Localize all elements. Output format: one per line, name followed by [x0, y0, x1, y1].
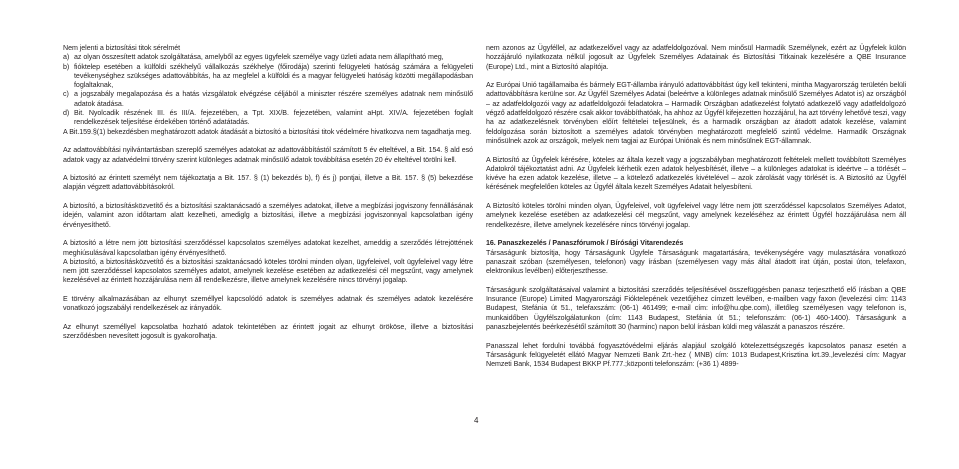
- list-text: az olyan összesített adatok szolgáltatása, amelyből az egyes ügyfelek személye vagy üzleti adata nem állapítható meg,: [74, 53, 444, 62]
- page-number: 4: [474, 416, 479, 425]
- paragraph: A Bit.159.§(1) bekezdésben meghatározott adatok átadását a biztosító a biztosítási titok védelmére hivatkozva nem tagadhatja meg.: [63, 127, 472, 136]
- section-heading: 16. Panaszkezelés / Panaszfórumok / Bírósági Vitarendezés: [486, 239, 684, 248]
- list-marker: a): [63, 53, 70, 62]
- paragraph: Az Európai Unió tagállamaiba és bármely EGT-államba irányuló adattovábbítást úgy kell tekinteni, mintha Magyarország területén belüli adattovábbításra kerülne sor. Az Ügyfél Személyes Adatai (beleértve a különleges adatnak minősülő Személyes Adatot is) az országból – az adatfeldolgozói vagy az adatfeldolgozói feladatokra – Harmadik Országban adatkezelést folytató adatkezelő vagy adatfeldolgozó végző adatfeldolgozó részére csak akkor továbbíthatóak, ha ahhoz az Ügyfél kifejezetten hozzájárul, ha azt törvény lehetővé teszi, vagy ha az adatkezelésnek törvényben előírt feltételei teljesülnek, és a harmadik országban az átadott adatok kezelése, valamint feldolgozása során biztosított a személyes adatok törvényben meghatározott megfelelő szintű védelme. Harmadik Országnak minősülnek azok az országok, melyek nem tagjai az Európai Uniónak és nem minősülnek EGT-államnak.: [486, 81, 906, 145]
- list-item: [63, 63, 473, 91]
- left-column: [63, 44, 473, 342]
- list-marker: b): [63, 62, 70, 71]
- list-item: [63, 53, 473, 62]
- list-text: fióktelep esetében a külföldi székhelyű vállalkozás székhelye (főirodája) szerinti felügyeleti hatóság számára a felügyeleti tevékenységhez szükséges adattovábbítás, ha az megfelel a külföldi és a magyar felügyeleti hatóság közötti megállapodásban foglaltaknak,: [74, 62, 473, 90]
- list-marker: c): [63, 90, 69, 99]
- paragraph: Az adattovábbítási nyilvántartásban szereplő személyes adatokat az adattovábbítástól számított 5 év elteltével, a Bit. 154. § ald esó adatok vagy az adatvédelmi törvény szerint különleges adatnak minősülő adatok továbbítása esetén 20 év elteltével törölni kell.: [63, 146, 473, 164]
- list-text: Bit. Nyolcadik részének III. és III/A. fejezetében, a Tpt. XIX/B. fejezetében, valamint aHpt. XIV/A. fejezetében foglalt rendelkezések teljesítése érdekében történő adatátadás.: [74, 109, 473, 127]
- paragraph: A biztosító a létre nem jött biztosítási szerződéssel kapcsolatos személyes adatokat kezelhet, ameddig a szerződés létrejöttének meghiúsulásával kapcsolatban igény érvényesíthető.: [63, 239, 473, 257]
- paragraph: E törvény alkalmazásában az elhunyt személlyel kapcsolódó adatok is személyes adatnak és személyes adatok kezelésére vonatkozó jogszabályi rendelkezések az irányadók.: [63, 295, 473, 313]
- paragraph: Panasszal lehet fordulni továbbá fogyasztóvédelmi eljárás alapjául szolgáló kötelezettségszegés kapcsolatos panasz esetén a Társaságunk felügyeletét ellátó Magyar Nemzeti Bank Zrt.-hez ( MNB) cím: 1013 Budapest,Krisztina krt.39.,levelezési cím: Magyar Nemzeti Bank, 1534 Budapest BKKP Pf.777.;központi telefonszám: (+36 1) 4899-: [486, 341, 906, 369]
- list-item: [63, 90, 473, 109]
- paragraph: nem azonos az Ügyféllel, az adatkezelővel vagy az adatfeldolgozóval. Nem minősül Harmadik Személynek, ezért az Ügyfelek külön hozzájáruló nyilatkozata nélkül jogosult az Ügyfelek Személyes Adatainak és Biztosítási Titkainak kezelésére a QBE Insurance (Europe) Ltd., mint a Biztosító alapítója.: [486, 44, 906, 71]
- paragraph: A biztosító az érintett személyt nem tájékoztatja a Bit. 157. § (1) bekezdés b), f) és j) pontjai, illetve a Bit. 157. § (5) bekezdése alapján végzett adattovábbításokról.: [63, 174, 473, 192]
- paragraph: A biztosító, a biztosításközvetítő és a biztosítási szaktanácsadó a személyes adatokat, illetve a megbízási jogviszony fennállásának idején, valamint azon időtartam alatt kezelheti, amediglg a biztosítási, illetve a megbízási jogviszonnyal kapcsolatban igény érvényesíthető.: [63, 202, 473, 229]
- list-marker: d): [63, 109, 70, 118]
- paragraph: A Biztosító az Ügyfelek kérésére, köteles az általa kezelt vagy a jogszabályban meghatározott feltételek mellett továbbított Személyes Adatokról tájékoztatást adni. Az Ügyfelek kérhetik ezen adatok helyesbítését, illetve – a különleges adatokat is ideértve – a törlését – kivéve ha ezen adatok kezelése, illetve – a kötelező adatkezelés kivételével – azok zárolását vagy törlését is. A Biztosító az Ügyfél kérésének megfelelően köteles az Ügyfél általa kezelt Személyes Adatait helyesbíteni.: [486, 155, 906, 192]
- paragraph: A biztosító, a biztosításközvetítő és a biztosítási szaktanácsadó köteles törölni minden olyan, ügyfeleivel, volt ügyfeleivel vagy létre nem jött szerződéssel kapcsolatos személyes adatot, amelynek kezelése esetében az adatkezelési cél megszűnt, vagy amelynek kezelésével az érintett hozzájárulása nem áll rendelkezésre, illetve amelynek kezelésére nincs törvényi jogalap.: [63, 257, 473, 285]
- list-text: a jogszabály megalapozása és a hatás vizsgálatok elvégzése céljából a miniszter részére személyes adatnak nem minősülő adatok átadása.: [74, 90, 473, 108]
- paragraph: Társaságunk biztosítja, hogy Társaságunk Ügyfele Társaságunk magatartására, tevékenységére vagy mulasztására vonatkozó panaszait szóban (személyesen, telefonon) vagy írásban (személyesen vagy más által átadott irat útján, postai úton, telefaxon, elektronikus levélben) előterjeszthesse.: [486, 248, 906, 276]
- paragraph: Az elhunyt személlyel kapcsolatba hozható adatok tekintetében az érintett jogait az elhunyt örököse, illetve a biztosítási szerződésben nevesített jogosult is gyakorolhatja.: [63, 322, 473, 341]
- intro-paragraph: Nem jelenti a biztosítási titok sérelmét: [63, 44, 181, 52]
- right-column: [486, 44, 906, 369]
- list-item: [63, 109, 473, 128]
- paragraph: A Biztosító köteles törölni minden olyan, Ügyfeleivel, volt ügyfeleivel vagy létre nem jött szerződéssel kapcsolatos Személyes Adatot, amelynek kezelése esetében az adatkezelési cél megszűnt, vagy amelynek kezeléséhez az érintett Ügyfél hozzájárulása nem áll rendelkezésre, illetve amelynek kezelésére nincs törvényi jogalap.: [486, 202, 906, 229]
- paragraph: Társaságunk szolgáltatásaival valamint a biztosítási szerződés teljesítésével összefüggésben panasz terjeszthető elő írásban a QBE Insurance (Europe) Limited Magyarországi Fióktelepének vezetőjéhez címzett levélben, e-mailben vagy faxon (levelezési cím: 1143 Budapest, Stefánia út 51., telefaxszám: (06-1) 461499; e-mail cím: info@hu.qbe.com), illetőleg személyesen vagy telefonon is, munkaidőben Ügyfélszolgálatunkon (cím: 1143 Budapest, Stefánia út 51.; telefonszám: (06-1) 460-1400). Társaságunk a panaszbejelentés beérkezésétől számított 30 (harminc) napon belül írásban küldi meg válaszát a panaszos részére.: [486, 285, 906, 331]
